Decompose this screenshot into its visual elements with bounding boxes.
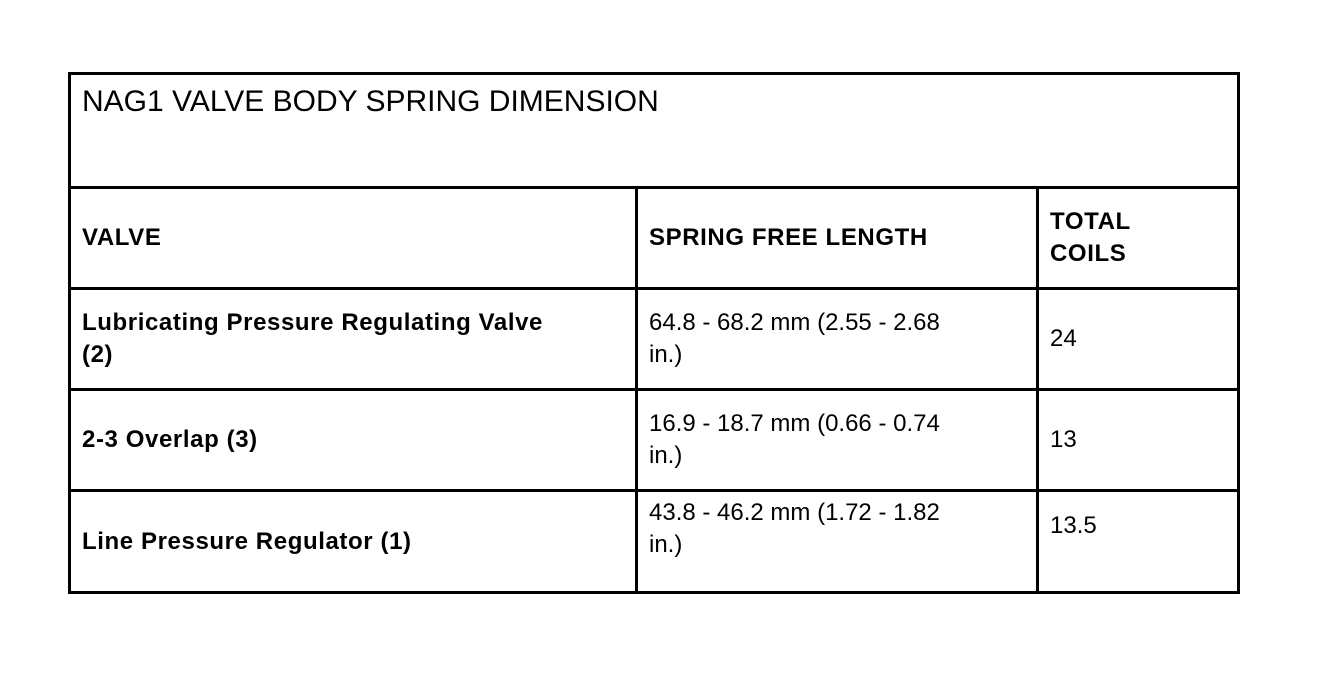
coils-cell: [1039, 391, 1237, 489]
header-spring-free-length: SPRING FREE LENGTH: [649, 224, 928, 251]
spring-length-line2: in.): [649, 442, 683, 469]
coils-cell: [1039, 492, 1237, 591]
header-length-cell: [638, 189, 1039, 287]
spring-length-line1: 43.8 - 46.2 mm (1.72 - 1.82: [649, 499, 940, 526]
table-title: NAG1 VALVE BODY SPRING DIMENSION: [82, 85, 659, 118]
table-title-cell: [71, 75, 1237, 189]
header-row: [71, 189, 1237, 290]
total-coils: 13.5: [1050, 512, 1097, 539]
header-total-coils-line2: COILS: [1050, 240, 1127, 267]
valve-cell: [71, 492, 638, 591]
valve-name: [82, 307, 543, 371]
spring-length: [649, 307, 940, 371]
header-coils-cell: [1039, 189, 1237, 287]
valve-name-line2: (2): [82, 341, 114, 368]
header-valve: VALVE: [82, 224, 162, 251]
valve-name-line1: Lubricating Pressure Regulating Valve: [82, 309, 543, 336]
spring-length-line1: 16.9 - 18.7 mm (0.66 - 0.74: [649, 410, 940, 437]
length-cell: [638, 290, 1039, 388]
spring-length: [649, 497, 940, 561]
header-total-coils: [1050, 206, 1131, 270]
total-coils: 24: [1050, 325, 1077, 352]
valve-name: Line Pressure Regulator (1): [82, 527, 412, 555]
table-row: [71, 391, 1237, 492]
header-total-coils-line1: TOTAL: [1050, 208, 1131, 235]
spring-length: [649, 408, 940, 472]
valve-cell: [71, 391, 638, 489]
length-cell: [638, 492, 1039, 591]
spring-dimension-table: [68, 72, 1240, 594]
spring-length-line1: 64.8 - 68.2 mm (2.55 - 2.68: [649, 309, 940, 336]
valve-name: 2-3 Overlap (3): [82, 426, 258, 453]
spring-length-line2: in.): [649, 341, 683, 368]
valve-cell: [71, 290, 638, 388]
total-coils: 13: [1050, 426, 1077, 453]
table-row: [71, 290, 1237, 391]
table-row: [71, 492, 1237, 591]
header-valve-cell: [71, 189, 638, 287]
spring-length-line2: in.): [649, 531, 683, 558]
length-cell: [638, 391, 1039, 489]
coils-cell: [1039, 290, 1237, 388]
